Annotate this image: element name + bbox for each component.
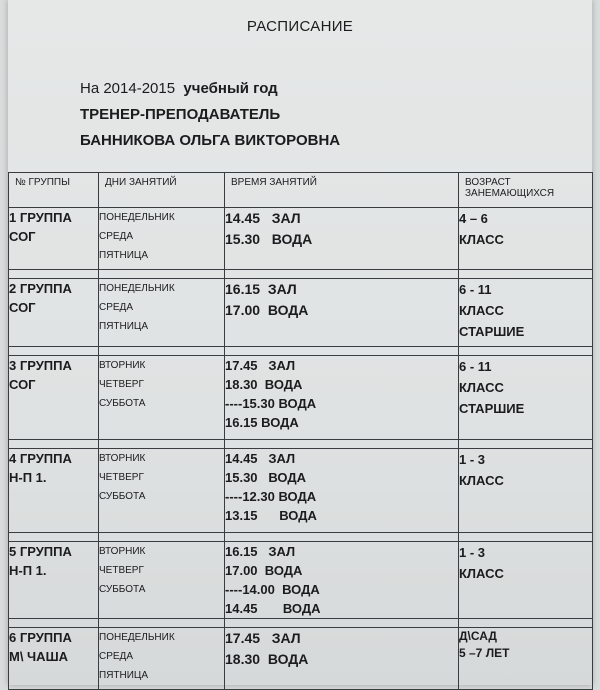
days-cell-line: ПОНЕДЕЛЬНИК	[99, 212, 175, 223]
time-cell	[225, 279, 459, 347]
days-cell-line: ВТОРНИК	[99, 546, 146, 557]
row-separator	[9, 270, 593, 279]
col-header-time: ВРЕМЯ ЗАНЯТИЙ	[225, 173, 459, 208]
table-row	[9, 542, 593, 619]
group-cell	[9, 279, 99, 347]
table-header-row	[9, 173, 593, 208]
age-cell-line: КЛАСС	[459, 473, 504, 488]
table-row	[9, 449, 593, 533]
table-row	[9, 356, 593, 440]
time-cell	[225, 208, 459, 270]
age-cell-line: 1 - 3	[459, 452, 486, 467]
days-cell-line: СУББОТА	[99, 398, 146, 409]
age-cell	[459, 279, 593, 347]
days-cell-line: ЧЕТВЕРГ	[99, 565, 144, 576]
time-cell-line: 18.30 ВОДА	[225, 651, 309, 667]
time-cell-line: 15.30 ВОДА	[225, 470, 307, 485]
days-cell-line: ПЯТНИЦА	[99, 670, 148, 681]
time-cell-line: 13.15 ВОДА	[225, 508, 317, 523]
group-cell-line: СОГ	[9, 300, 36, 315]
group-cell-line: 3 ГРУППА	[9, 358, 72, 373]
time-cell-line: ----15.30 ВОДА	[225, 396, 317, 411]
school-year-suffix: учебный год	[183, 80, 278, 97]
time-cell-line: ----12.30 ВОДА	[225, 489, 317, 504]
age-cell	[459, 449, 593, 533]
age-cell-line: КЛАСС	[459, 303, 504, 318]
time-cell	[225, 628, 459, 690]
days-cell-line: ПЯТНИЦА	[99, 321, 148, 332]
row-separator	[9, 440, 593, 449]
days-cell	[99, 279, 225, 347]
group-cell-line: 2 ГРУППА	[9, 281, 72, 296]
age-cell-line: 4 – 6	[459, 211, 488, 226]
group-cell	[9, 208, 99, 270]
days-cell-line: СРЕДА	[99, 302, 134, 313]
group-cell-line: 4 ГРУППА	[9, 451, 72, 466]
group-cell	[9, 542, 99, 619]
group-cell	[9, 628, 99, 690]
coach-name: БАННИКОВА ОЛЬГА ВИКТОРОВНА	[80, 132, 341, 149]
group-cell-line: 5 ГРУППА	[9, 544, 72, 559]
time-cell-line: 18.30 ВОДА	[225, 377, 303, 392]
days-cell	[99, 208, 225, 270]
time-cell-line: 16.15 ЗАЛ	[225, 281, 297, 297]
group-cell-line: 1 ГРУППА	[9, 210, 72, 225]
time-cell-line: 14.45 ЗАЛ	[225, 451, 296, 466]
schedule-body	[9, 208, 593, 690]
days-cell	[99, 356, 225, 440]
time-cell-line: ----14.00 ВОДА	[225, 582, 320, 597]
table-row	[9, 279, 593, 347]
age-cell-line: Д\САД	[459, 629, 497, 643]
days-cell-line: ВТОРНИК	[99, 360, 146, 371]
age-cell	[459, 542, 593, 619]
age-cell-line: СТАРШИЕ	[459, 401, 525, 416]
group-cell	[9, 356, 99, 440]
days-cell-line: ВТОРНИК	[99, 453, 146, 464]
days-cell-line: ПЯТНИЦА	[99, 250, 148, 261]
days-cell	[99, 542, 225, 619]
time-cell-line: 17.00 ВОДА	[225, 302, 309, 318]
time-cell-line: 15.30 ВОДА	[225, 231, 313, 247]
schedule-table	[8, 172, 593, 690]
days-cell-line: СРЕДА	[99, 651, 134, 662]
time-cell-line: 14.45 ЗАЛ	[225, 210, 301, 226]
age-cell-line: 6 - 11	[459, 359, 492, 374]
days-cell-line: СУББОТА	[99, 491, 146, 502]
school-year: На 2014-2015	[80, 80, 176, 97]
days-cell-line: ПОНЕДЕЛЬНИК	[99, 283, 175, 294]
group-cell-line: М\ ЧАША	[9, 649, 69, 664]
time-cell-line: 17.45 ЗАЛ	[225, 630, 301, 646]
days-cell-line: ЧЕТВЕРГ	[99, 472, 144, 483]
age-cell-line: СТАРШИЕ	[459, 324, 525, 339]
days-cell-line: СУББОТА	[99, 584, 146, 595]
group-cell-line: 6 ГРУППА	[9, 630, 72, 645]
age-cell-line: 1 - 3	[459, 545, 486, 560]
days-cell	[99, 449, 225, 533]
col-header-group: № ГРУППЫ	[9, 173, 99, 208]
group-cell-line: Н-П 1.	[9, 563, 47, 578]
page-title: РАСПИСАНИЕ	[246, 18, 354, 35]
age-cell	[459, 628, 593, 690]
time-cell	[225, 542, 459, 619]
days-cell-line: ПОНЕДЕЛЬНИК	[99, 632, 175, 643]
days-cell-line: СРЕДА	[99, 231, 134, 242]
row-separator	[9, 533, 593, 542]
age-cell	[459, 356, 593, 440]
time-cell-line: 16.15 ЗАЛ	[225, 544, 296, 559]
col-header-age: ВОЗРАСТ ЗАНЕМАЮЩИХСЯ	[459, 173, 593, 208]
group-cell-line: СОГ	[9, 229, 36, 244]
time-cell	[225, 449, 459, 533]
time-cell-line: 17.45 ЗАЛ	[225, 358, 296, 373]
table-row	[9, 208, 593, 270]
group-cell	[9, 449, 99, 533]
age-cell-line: КЛАСС	[459, 232, 504, 247]
age-cell-line: 5 –7 ЛЕТ	[459, 646, 510, 660]
schedule-sheet	[8, 0, 592, 685]
time-cell	[225, 356, 459, 440]
col-header-days: ДНИ ЗАНЯТИЙ	[99, 173, 225, 208]
age-cell-line: КЛАСС	[459, 380, 504, 395]
days-cell-line: ЧЕТВЕРГ	[99, 379, 144, 390]
table-row	[9, 628, 593, 690]
row-separator	[9, 347, 593, 356]
time-cell-line: 16.15 ВОДА	[225, 415, 299, 430]
time-cell-line: 17.00 ВОДА	[225, 563, 303, 578]
age-cell-line: 6 - 11	[459, 282, 492, 297]
group-cell-line: Н-П 1.	[9, 470, 47, 485]
row-separator	[9, 619, 593, 628]
age-cell-line: КЛАСС	[459, 566, 504, 581]
school-year-line	[80, 80, 278, 97]
age-cell	[459, 208, 593, 270]
group-cell-line: СОГ	[9, 377, 36, 392]
coach-role: ТРЕНЕР-ПРЕПОДАВАТЕЛЬ	[80, 106, 281, 123]
days-cell	[99, 628, 225, 690]
time-cell-line: 14.45 ВОДА	[225, 601, 321, 616]
